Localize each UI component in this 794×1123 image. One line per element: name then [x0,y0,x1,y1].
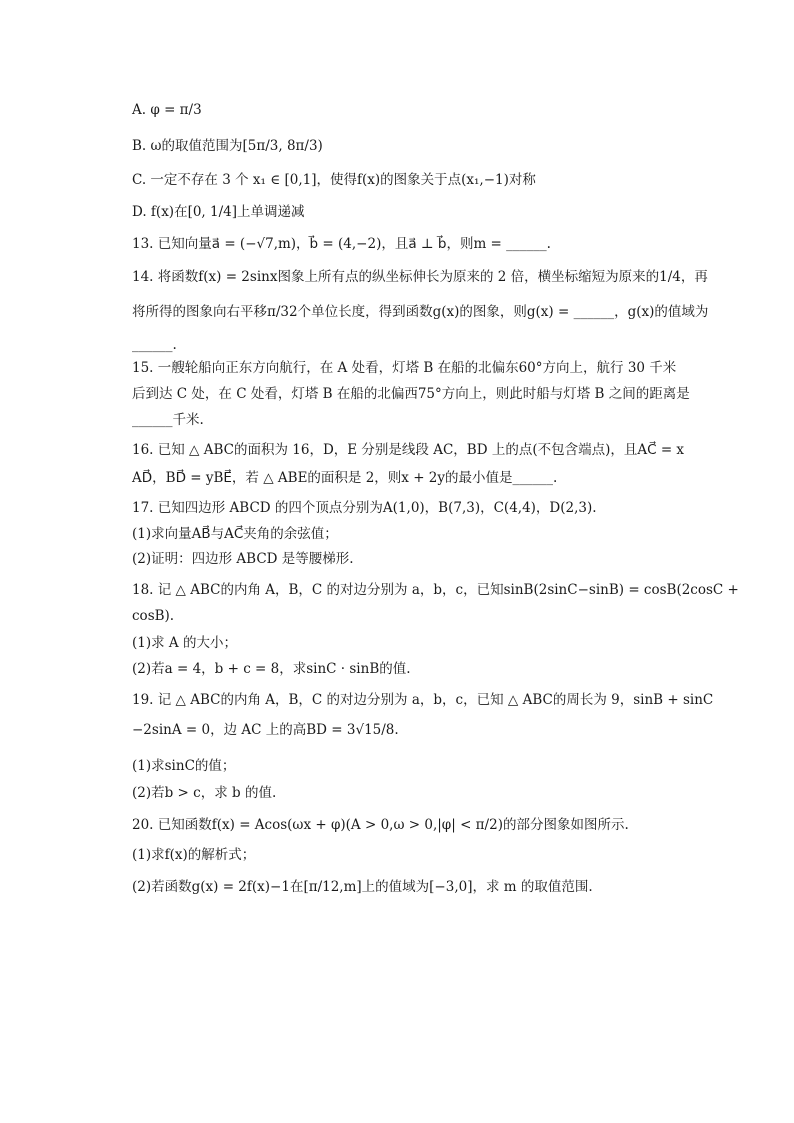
question-16-line-2: AD⃗，BD⃗ = yBE⃗，若 △ ABE的面积是 2，则x + 2y的最小值是______. [132,470,558,486]
question-19-line-3: (1)求sinC的值； [132,758,236,774]
option-c: C. 一定不存在 3 个 x₁ ∈ [0,1]，使得f(x)的图象关于点(x₁,−1)对称 [132,172,536,188]
question-17-line-2: (1)求向量AB⃗与AC⃗夹角的余弦值； [132,526,338,542]
question-17-line-3: (2)证明：四边形 ABCD 是等腰梯形. [132,551,354,567]
question-19-line-1: 19. 记 △ ABC的内角 A，B，C 的对边分别为 a，b，c，已知 △ ABC的周长为 9，sinB + sinC [132,692,714,708]
question-20-line-3: (2)若函数g(x) = 2f(x)−1在[π/12,m]上的值域为[−3,0]，求 m 的取值范围. [132,879,593,895]
question-14-line-1: 14. 将函数f(x) = 2sinx图象上所有点的纵坐标伸长为原来的 2 倍，横坐标缩短为原来的1/4，再 [132,269,708,285]
question-13: 13. 已知向量a⃗ = (−√7,m)，b⃗ = (4,−2)，且a⃗ ⊥ b⃗，则m = ______. [132,236,551,252]
question-17-line-1: 17. 已知四边形 ABCD 的四个顶点分别为A(1,0)，B(7,3)，C(4,4)，D(2,3). [132,500,597,516]
question-18-line-2: cosB). [132,608,175,624]
question-18-line-4: (2)若a = 4，b + c = 8，求sinC · sinB的值. [132,661,411,677]
question-16-line-1: 16. 已知 △ ABC的面积为 16，D，E 分别是线段 AC，BD 上的点(不包含端点)，且AC⃗ = x [132,442,685,458]
question-19-line-4: (2)若b > c，求 b 的值. [132,785,277,801]
option-b: B. ω的取值范围为[5π/3, 8π/3) [132,138,323,154]
option-d: D. f(x)在[0, 1/4]上单调递减 [132,204,305,220]
question-15-line-1: 15. 一艘轮船向正东方向航行，在 A 处看，灯塔 B 在船的北偏东60°方向上，航行 30 千米 [132,360,677,376]
question-14-line-3: ______. [132,337,177,353]
question-18-line-3: (1)求 A 的大小； [132,635,237,651]
question-18-line-1: 18. 记 △ ABC的内角 A，B，C 的对边分别为 a，b，c，已知sinB(2sinC−sinB) = cosB(2cosC + [132,582,739,598]
question-20-line-1: 20. 已知函数f(x) = Acos(ωx + φ)(A > 0,ω > 0,|φ| < π/2)的部分图象如图所示. [132,817,629,833]
question-19-line-2: −2sinA = 0，边 AC 上的高BD = 3√15/8. [132,722,399,738]
option-a: A. φ = π/3 [132,102,202,118]
question-15-line-3: ______千米. [132,412,204,428]
question-14-line-2: 将所得的图象向右平移π/32个单位长度，得到函数g(x)的图象，则g(x) = ______，g(x)的值域为 [132,304,709,320]
question-20-line-2: (1)求f(x)的解析式； [132,847,256,863]
question-15-line-2: 后到达 C 处，在 C 处看，灯塔 B 在船的北偏西75°方向上，则此时船与灯塔 B 之间的距离是 [132,386,690,402]
